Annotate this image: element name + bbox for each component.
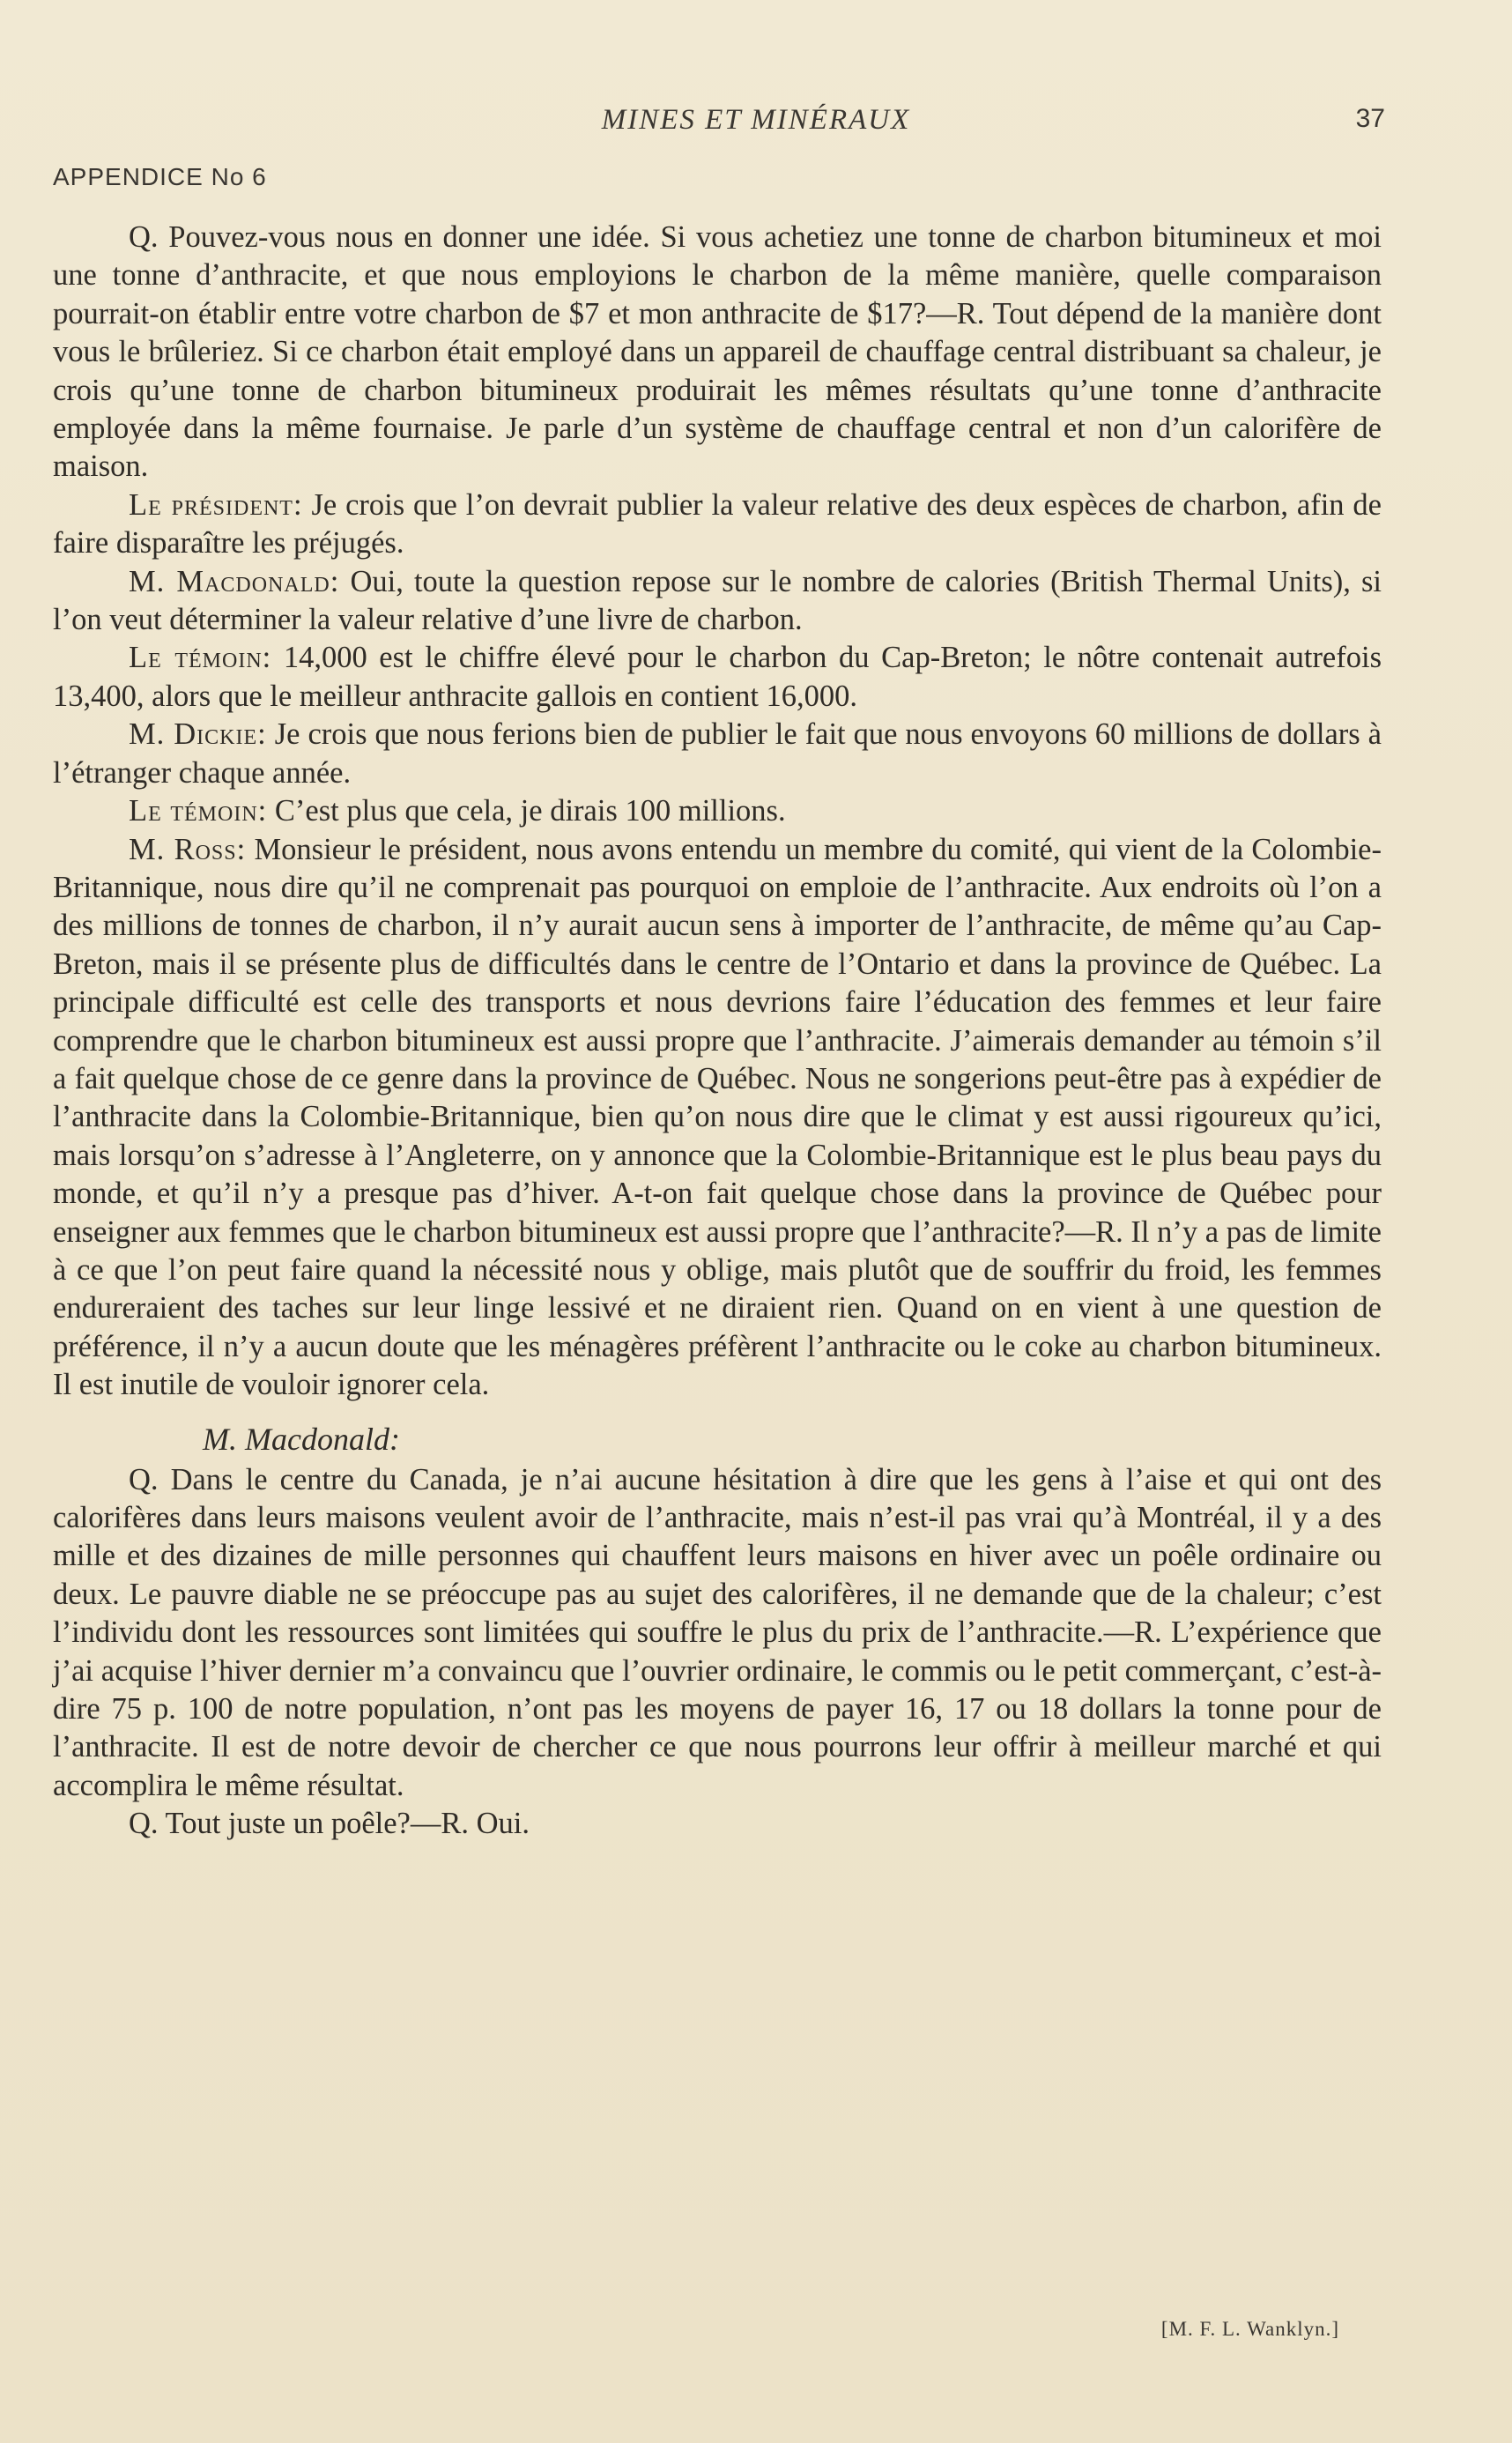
paragraph [53,716,1382,792]
speaker-name: Le président: [129,487,303,522]
paragraph-text: 14,000 est le chiffre élevé pour le charbon du Cap-Breton; le nôtre contenait autrefois 13,400, alors que le meilleur anthracite gallois en contient 16,000. [53,641,1382,713]
speaker-name: Le témoin: [129,641,272,675]
paragraph-text: Monsieur le président, nous avons entendu un membre du comité, qui vient de la Colombie-Britannique, nous dire qu’il ne comprenait pas pourquoi on emploie de l’anthracite. Aux endroits où l’on a des millions de tonnes de charbon, il n’y aurait aucun sens à importer de l’anthracite, de même qu’au Cap-Breton, mais il se présente plus de difficultés dans le centre de l’Ontario et dans la province de Québec. La principale difficulté est celle des transports et nous devrions faire l’éducation des femmes et leur faire comprendre que le charbon bitumineux est aussi propre que l’anthracite. J’aimerais demander au témoin s’il a fait quelque chose de ce genre dans la province de Québec. Nous ne songerions peut-être pas à expédier de l’anthracite dans la Colombie-Britannique, bien qu’on nous dire que le climat y est aussi rigoureux qu’ici, mais lorsqu’on s’adresse à l’Angleterre, on y annonce que la Colombie-Britannique est le plus beau pays du monde, et qu’il n’y a presque pas d’hiver. A-t-on fait quelque chose dans la province de Québec pour enseigner aux femmes que le charbon bitumineux est aussi propre que l’anthracite?—R. Il n’y a pas de limite à ce que l’on peut faire quand la nécessité nous y oblige, mais plutôt que de souffrir du froid, les femmes endureraient des taches sur leur linge lessivé et ne diraient rien. Quand on en vient à une question de préférence, il n’y a aucun doute que les ménagères préfèrent l’anthracite ou le coke au charbon bitumineux. Il est inutile de vouloir ignorer cela. [53,832,1382,1402]
paragraph [53,639,1382,716]
footer-credit: [M. F. L. Wanklyn.] [1160,2318,1339,2340]
appendix-label: APPENDICE No 6 [53,163,267,190]
running-head [0,104,1512,148]
section-heading: M. Macdonald: [203,1421,400,1457]
paragraph-text: Je crois que nous ferions bien de publier le fait que nous envoyons 60 millions de dollars à l’étranger chaque année. [53,717,1382,790]
paragraph [53,563,1382,640]
paragraph-text: Q. Tout juste un poêle?—R. Oui. [129,1807,530,1841]
paragraph-text: Q. Dans le centre du Canada, je n’ai aucune hésitation à dire que les gens à l’aise et qui ont des calorifères dans leurs maisons veulent avoir de l’anthracite, mais n’est-il pas vrai qu’à Montréal, il y a des mille et des dizaines de mille personnes qui chauffent leurs maisons en hiver avec un poêle ordinaire ou deux. Le pauvre diable ne se préoccupe pas au sujet des calorifères, il ne demande que de la chaleur; c’est l’individu dont les ressources sont limitées qui souffre le plus du prix de l’anthracite.—R. L’expérience que j’ai acquise l’hiver dernier m’a convaincu que l’ouvrier ordinaire, le commis ou le petit commerçant, c’est-à-dire 75 p. 100 de notre population, n’ont pas les moyens de payer 16, 17 ou 18 dollars la tonne pour de l’anthracite. Il est de notre devoir de chercher ce que nous pourrons leur offrir à meilleur marché et qui accomplira le même résultat. [53,1462,1382,1802]
paragraph-text: C’est plus que cela, je dirais 100 millions. [267,794,786,828]
paragraph [53,219,1382,486]
paragraph-text: Je crois que l’on devrait publier la valeur relative des deux espèces de charbon, afin de faire disparaître les préjugés. [53,487,1382,561]
body-text [53,219,1382,1844]
running-title: MINES ET MINÉRAUX [601,104,911,136]
paragraph [53,831,1382,1405]
paragraph [53,1461,1382,1806]
speaker-name: Le témoin: [129,794,268,828]
speaker-name: M. Macdonald: [129,564,340,598]
paragraph [53,1805,1382,1843]
speaker-name: M. Ross: [129,832,247,866]
paragraph [53,486,1382,563]
page-number: 37 [1355,104,1385,133]
paragraph-text: Q. Pouvez-vous nous en donner une idée. Si vous achetiez une tonne de charbon bitumineux et moi une tonne d’anthracite, et que nous employions le charbon de la même manière, quelle comparaison pourrait-on établir entre votre charbon de $7 et mon anthracite de $17?—R. Tout dépend de la manière dont vous le brûleriez. Si ce charbon était employé dans un appareil de chauffage central distribuant sa chaleur, je crois qu’une tonne de charbon bitumineux produirait les mêmes résultats qu’une tonne d’anthracite employée dans la même fournaise. Je parle d’un système de chauffage central et non d’un calorifère de maison. [53,220,1382,484]
paragraph [53,792,1382,830]
paragraph-text: Oui, toute la question repose sur le nombre de calories (British Thermal Units), si l’on veut déterminer la valeur relative d’une livre de charbon. [53,564,1382,637]
speaker-name: M. Dickie: [129,717,267,752]
